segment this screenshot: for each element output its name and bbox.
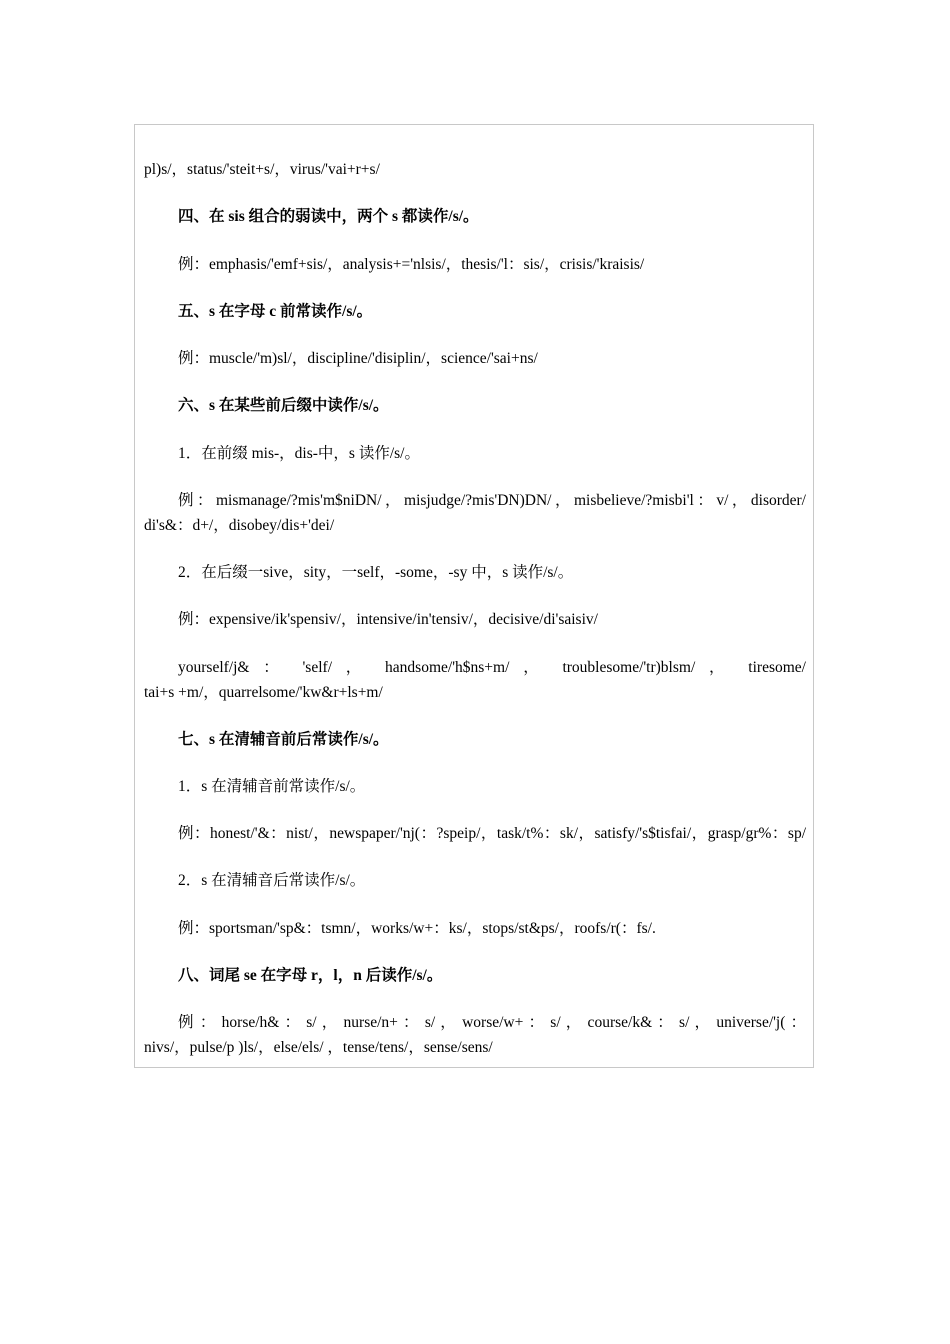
section-heading: 四、在 sis 组合的弱读中，两个 s 都读作/s/。 [178, 208, 479, 225]
example-line: 例 ： horse/h& ： s/ ， nurse/n+ ： s/ ， worse/w+ ： s/ ， course/k& ： s/ ， universe/'j( ： [178, 1014, 806, 1031]
example-line: 例：emphasis/'emf+sis/，analysis+='nlsis/，thesis/'l：sis/，crisis/'kraisis/ [178, 256, 645, 273]
section-heading: 七、s 在清辅音前后常读作/s/。 [178, 731, 389, 748]
example-line: yourself/j& ： 'self/ ， handsome/'h$ns+m/ ， troublesome/'tr)blsm/ ， tiresome/ [178, 659, 806, 676]
example-line: 例：honest/'&：nist/，newspaper/'nj(：?speip/，task/t%：sk/，satisfy/'s$tisfai/，grasp/gr%：sp/ [178, 825, 806, 842]
example-line-continuation: nivs/，pulse/p )ls/，else/els/ ，tense/tens/，sense/sens/ [144, 1039, 493, 1056]
example-line-continuation: tai+s +m/，quarrelsome/'kw&r+ls+m/ [144, 684, 383, 701]
example-line: 例：sportsman/'sp&：tsmn/，works/w+：ks/，stops/st&ps/，roofs/r(：fs/. [178, 920, 656, 937]
section-heading: 六、s 在某些前后缀中读作/s/。 [178, 397, 389, 414]
rule-line: 1．在前缀 mis-，dis-中，s 读作/s/。 [178, 445, 420, 462]
section-heading: 五、s 在字母 c 前常读作/s/。 [178, 303, 373, 320]
rule-line: 2．在后缀一sive，sity，一self，-some，-sy 中，s 读作/s/。 [178, 564, 574, 581]
rule-line: 1．s 在清辅音前常读作/s/。 [178, 778, 366, 795]
text-line: pl)s/，status/'steit+s/，virus/'vai+r+s/ [144, 161, 380, 178]
example-line-continuation: di's&：d+/，disobey/dis+'dei/ [144, 517, 335, 534]
rule-line: 2．s 在清辅音后常读作/s/。 [178, 872, 366, 889]
section-heading: 八、词尾 se 在字母 r，l，n 后读作/s/。 [178, 967, 443, 984]
example-line: 例：expensive/ik'spensiv/，intensive/in'tensiv/，decisive/di'saisiv/ [178, 611, 598, 628]
example-line: 例：mismanage/?mis'm$niDN/，misjudge/?mis'DN)DN/，misbelieve/?misbi'l：v/，disorder/ [178, 492, 806, 509]
example-line: 例：muscle/'m)sl/，discipline/'disiplin/，science/'sai+ns/ [178, 350, 538, 367]
